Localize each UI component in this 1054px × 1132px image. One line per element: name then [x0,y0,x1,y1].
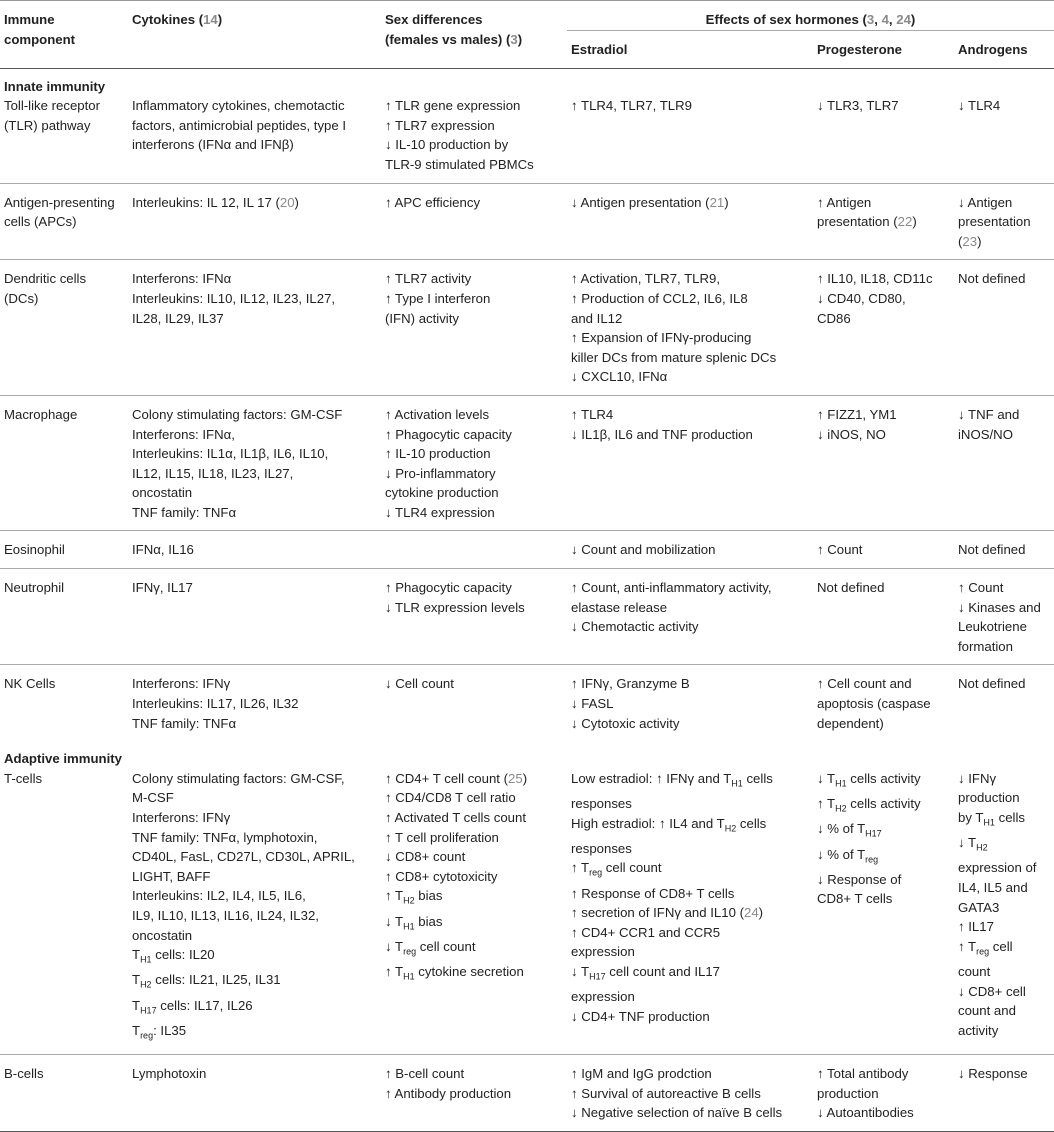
cell-line: Dendritic cells [4,271,87,287]
cell-line: ↓ FASL [571,696,614,712]
cell-progesterone [813,569,954,665]
cell-line: ↓ TLR3, TLR7 [817,98,899,114]
cell-cytokines [128,531,381,569]
cell-progesterone [813,665,954,741]
cell-line: ↓ IFNγ [958,770,997,786]
cell-line: expression [571,989,635,1005]
cell-androgens [954,665,1054,741]
cell-line: ↓ $T_{H17}$ cell count and IL17 [571,964,720,982]
cell-line: ↓ TLR expression levels [385,599,525,615]
cell-line: TNF family: TNFα [132,504,237,520]
cell-line: Interleukins: IL1α, IL1β, IL6, IL10, [132,446,329,462]
cell-line: responses [571,840,632,856]
cell-cytokines [128,260,381,396]
cell-cytokines [128,395,381,531]
header-effects-of-sex-hormones: Effects of sex hormones (3, 4, 24) [567,1,1054,31]
cell-line: production [817,1085,879,1101]
cell-line: ↓ Cytotoxic activity [571,715,680,731]
cell-line: ↓ IL-10 production by [385,137,509,153]
cell-line: ↓ IL1β, IL6 and TNF production [571,426,753,442]
ref-link[interactable]: 24 [744,905,759,921]
cell-androgens [954,96,1054,183]
cell-line: ↑ IFNγ, Granzyme B [571,676,690,692]
cell-line: ↓ Autoantibodies [817,1105,914,1121]
header-estradiol: Estradiol [567,30,813,68]
cell-line: ↑ secretion of IFNγ and IL10 (24) [571,905,764,921]
cell-line: ↓ Count and mobilization [571,542,716,558]
cell-line: responses [571,796,632,812]
cell-line: ↑ TLR4 [571,406,614,422]
cell-line: CD86 [817,310,851,326]
cell-line: oncostatin [132,927,193,943]
cell-line: (TLR) pathway [4,117,91,133]
cell-sex-differences [381,260,567,396]
cell-line: Interleukins: IL2, IL4, IL5, IL6, [132,888,306,904]
cell-line: Interferons: IFNα [132,271,232,287]
cell-immune-component [0,96,128,183]
cell-estradiol [567,531,813,569]
cell-immune-component [0,395,128,531]
cell-line: Macrophage [4,406,78,422]
header-cytokines: Cytokines (14) [128,1,381,69]
cell-line: T-cells [4,770,43,786]
cell-androgens [954,569,1054,665]
cell-line: ↑ TLR7 expression [385,117,495,133]
cell-line: TLR-9 stimulated PBMCs [385,156,534,172]
cell-line: ↓ $T_{H2}$ [958,835,988,853]
cell-line: ↓ Response [958,1066,1028,1082]
cell-line: dependent) [817,715,884,731]
cell-line: ↑ Count [817,542,863,558]
cell-androgens [954,769,1054,1055]
cell-line: ↑ Response of CD8+ T cells [571,885,735,901]
cell-estradiol [567,1055,813,1132]
cell-sex-differences [381,96,567,183]
cell-line: ↑ Phagocytic capacity [385,580,512,596]
cell-line: ↑ TLR4, TLR7, TLR9 [571,98,692,114]
cell-cytokines [128,769,381,1055]
cell-immune-component [0,531,128,569]
cell-line: cytokine production [385,485,499,501]
cell-line: ↑ Activation, TLR7, TLR9, [571,271,721,287]
cell-line: ↑ T cell proliferation [385,829,499,845]
cell-line: ↓ Cell count [385,676,454,692]
cell-progesterone [813,183,954,260]
cell-line: cells (APCs) [4,214,77,230]
cell-estradiol [567,665,813,741]
cell-immune-component [0,183,128,260]
cell-line: IFNγ, IL17 [132,580,193,596]
cell-line: Not defined [817,580,885,596]
cell-estradiol [567,395,813,531]
cell-line: ↑ IgM and IgG prodction [571,1066,712,1082]
cell-line: ↓ TLR4 [958,98,1001,114]
cell-line: (IFN) activity [385,310,459,326]
ref-link[interactable]: 3 [510,31,518,47]
cell-line: ↑ IL17 [958,919,994,935]
cell-immune-component [0,260,128,396]
cell-line: Antigen-presenting [4,194,115,210]
cell-progesterone [813,260,954,396]
cell-line: CD40L, FasL, CD27L, CD30L, APRIL, [132,849,355,865]
table-row [0,531,1054,569]
cell-line: ↑ $T_{reg}$ cell count [571,860,662,879]
cell-progesterone [813,531,954,569]
cell-line: $T_{H1}$ cells: IL20 [132,947,215,965]
cell-line: expression of [958,860,1037,876]
cell-sex-differences [381,1055,567,1132]
cell-line: ↓ Chemotactic activity [571,619,699,635]
cell-androgens [954,395,1054,531]
cell-line: ↑ $T_{H2}$ bias [385,888,443,907]
cell-line: $T_{H2}$ cells: IL21, IL25, IL31 [132,972,281,991]
cell-line: ↓ $T_{H1}$ cells activity [817,770,921,789]
cell-line: LIGHT, BAFF [132,868,211,884]
cell-line: production [958,790,1020,806]
cell-line: ↑ CD8+ cytotoxicity [385,868,498,884]
section-heading: Adaptive immunity [4,751,122,767]
cell-line: ↑ Activation levels [385,406,490,422]
cell-line: ↓ TLR4 expression [385,504,495,520]
cell-line: ↑ CD4/CD8 T cell ratio [385,790,516,806]
cell-line: activity [958,1022,999,1038]
cell-line: ↑ TLR7 activity [385,271,472,287]
section-adaptive-immunity [0,741,1054,769]
cell-line: ↑ Production of CCL2, IL6, IL8 [571,290,748,306]
cell-line: ↓ CD8+ cell [958,983,1026,999]
cell-line: by $T_{H1}$ cells [958,810,1025,828]
cell-line: ↑ Survival of autoreactive B cells [571,1085,761,1101]
cell-line: factors, antimicrobial peptides, type I [132,117,347,133]
cell-estradiol [567,260,813,396]
cell-line: expression [571,944,635,960]
cell-androgens [954,183,1054,260]
cell-line: ↑ Type I interferon [385,290,491,306]
ref-link[interactable]: 20 [279,194,295,210]
cell-immune-component [0,569,128,665]
cell-line: elastase release [571,599,668,615]
cell-line: Lymphotoxin [132,1066,207,1082]
cell-line: apoptosis (caspase [817,696,931,712]
cell-sex-differences [381,665,567,741]
cell-line: interferons (IFNα and IFNβ) [132,137,294,153]
cell-line: ↓ $T_{reg}$ cell count [385,938,476,957]
cell-androgens [954,1055,1054,1132]
ref-link[interactable]: 14 [203,12,218,27]
cell-line: M-CSF [132,790,174,806]
cell-line: ↑ Phagocytic capacity [385,426,512,442]
cell-line: ↓ iNOS, NO [817,426,886,442]
cell-line: CD8+ T cells [817,891,893,907]
cell-line: Interferons: IFNγ [132,676,231,692]
cell-immune-component [0,665,128,741]
cell-line: killer DCs from mature splenic DCs [571,349,777,365]
cell-line: ↓ Negative selection of naïve B cells [571,1105,783,1121]
cell-line: ↑ CD4+ T cell count (25) [385,770,528,786]
ref-link[interactable]: 25 [508,770,523,786]
cell-line: ↓ Response of [817,871,902,887]
cell-estradiol [567,769,813,1055]
cell-line: ↑ $T_{H2}$ cells activity [817,796,921,814]
cell-line: ↑ Antigen [817,194,872,210]
cell-line: ↑ $T_{H1}$ cytokine secretion [385,964,524,982]
table-row [0,665,1054,741]
cell-line: ↑ Cell count and [817,676,912,692]
table-row [0,395,1054,531]
cell-line: ↑ B-cell count [385,1066,465,1082]
cell-line: Not defined [958,271,1026,287]
cell-line: ↑ Count [958,580,1004,596]
cell-line: ↑ CD4+ CCR1 and CCR5 [571,924,721,940]
cell-line: ↓ Antigen [958,194,1013,210]
cell-line: (DCs) [4,290,39,306]
cell-line: ↑ Antibody production [385,1085,512,1101]
cell-line: and IL12 [571,310,623,326]
cell-androgens [954,260,1054,396]
cell-line: Interferons: IFNα, [132,426,235,442]
header-immune-component: Immune component [0,1,128,69]
cell-cytokines [128,665,381,741]
cell-line: iNOS/NO [958,426,1013,442]
cell-line: Interleukins: IL 12, IL 17 (20) [132,194,299,210]
table-row [0,1055,1054,1132]
ref-link[interactable]: 23 [962,233,978,249]
cell-immune-component [0,1055,128,1132]
cell-line: ↓ CD40, CD80, [817,290,906,306]
cell-line: IL4, IL5 and [958,880,1028,896]
cell-sex-differences [381,769,567,1055]
cell-sex-differences [381,531,567,569]
cell-cytokines [128,1055,381,1132]
cell-line: count and [958,1003,1016,1019]
cell-progesterone [813,1055,954,1132]
cell-cytokines [128,96,381,183]
cell-line: ↓ CXCL10, IFNα [571,369,668,385]
cell-line: ↓ Pro-inflammatory [385,465,496,481]
cell-line: High estradiol: ↑ IL4 and $T_{H2}$ cells [571,815,767,834]
table-row [0,96,1054,183]
cell-progesterone [813,96,954,183]
cell-line: presentation [958,214,1031,230]
cell-line: Low estradiol: ↑ IFNγ and $T_{H1}$ cells [571,770,773,789]
cell-cytokines [128,183,381,260]
cell-line: ↑ Activated T cells count [385,810,526,825]
cell-line: Interleukins: IL10, IL12, IL23, IL27, [132,290,336,306]
cell-line: TNF family: TNFα, lymphotoxin, [132,829,318,845]
cell-line: Interleukins: IL17, IL26, IL32 [132,696,299,712]
cell-line: ↑ Expansion of IFNγ-producing [571,330,752,346]
cell-line: TNF family: TNFα [132,715,237,731]
cell-line: ↑ TLR gene expression [385,98,521,114]
cell-line: ↓ % of $T_{reg}$ [817,846,879,865]
header-sex-differences-text: Sex differences (females vs males) [385,12,503,47]
cell-line: NK Cells [4,676,56,692]
ref-link[interactable]: 21 [709,194,725,210]
cell-line: ↑ $T_{reg}$ cell [958,938,1013,957]
cell-line: $T_{reg}$: IL35 [132,1022,187,1041]
cell-androgens [954,531,1054,569]
cell-line: Colony stimulating factors: GM-CSF, [132,770,345,786]
cell-sex-differences [381,569,567,665]
cell-progesterone [813,769,954,1055]
cell-line: IL9, IL10, IL13, IL16, IL24, IL32, [132,907,319,923]
cell-line: oncostatin [132,485,193,501]
cell-line: IL28, IL29, IL37 [132,310,224,326]
header-progesterone: Progesterone [813,30,954,68]
cell-sex-differences [381,395,567,531]
cell-line: Colony stimulating factors: GM-CSF [132,406,343,422]
cell-line: ↑ Count, anti-inflammatory activity, [571,580,772,596]
cell-line: Leukotriene [958,619,1027,635]
cell-line: Inflammatory cytokines, chemotactic [132,98,345,114]
ref-link[interactable]: 22 [897,214,913,230]
cell-line: Interferons: IFNγ [132,810,231,825]
cell-line: $T_{H17}$ cells: IL17, IL26 [132,997,253,1016]
cell-line: ↑ IL-10 production [385,446,491,462]
ref-link[interactable]: 4 [881,12,889,27]
cell-estradiol [567,96,813,183]
cell-line: ↓ CD4+ TNF production [571,1008,710,1024]
header-androgens: Androgens [954,30,1054,68]
cell-line: presentation (22) [817,214,917,230]
cell-line: IL12, IL15, IL18, IL23, IL27, [132,465,294,481]
table-row [0,260,1054,396]
header-sex-differences: Sex differences (females vs males) (3) [381,1,567,69]
cell-cytokines [128,569,381,665]
cell-line: ↑ Total antibody [817,1066,909,1082]
cell-line: ↓ Antigen presentation (21) [571,194,729,210]
section-heading: Innate immunity [4,78,106,94]
cell-line: Neutrophil [4,580,65,596]
cell-estradiol [567,569,813,665]
ref-link[interactable]: 24 [896,12,911,27]
table-row [0,569,1054,665]
cell-line: ↓ TNF and [958,406,1020,422]
cell-line: count [958,964,991,980]
cell-line: ↑ FIZZ1, YM1 [817,406,897,422]
cell-line: GATA3 [958,899,1000,915]
cell-line: ↓ $T_{H1}$ bias [385,913,443,932]
ref-link[interactable]: 3 [866,12,875,27]
cell-line: formation [958,638,1013,654]
cell-line: (23) [958,233,982,249]
cell-line: ↓ Kinases and [958,599,1041,615]
cell-line: B-cells [4,1066,44,1082]
cell-line: ↓ CD8+ count [385,849,466,865]
cell-line: ↓ % of $T_{H17}$ [817,821,882,839]
table-row [0,183,1054,260]
section-innate-immunity [0,68,1054,96]
table-body [0,68,1054,1131]
cell-immune-component [0,769,128,1055]
cell-line: Not defined [958,676,1026,692]
cell-line: Toll-like receptor [4,98,101,114]
table-row [0,769,1054,1055]
cell-line: IFNα, IL16 [132,542,194,558]
cell-line: ↑ IL10, IL18, CD11c [817,271,933,287]
cell-progesterone [813,395,954,531]
cell-line: ↑ APC efficiency [385,194,481,210]
cell-estradiol [567,183,813,260]
cell-sex-differences [381,183,567,260]
cell-line: Eosinophil [4,542,65,558]
cell-line: Not defined [958,542,1026,558]
